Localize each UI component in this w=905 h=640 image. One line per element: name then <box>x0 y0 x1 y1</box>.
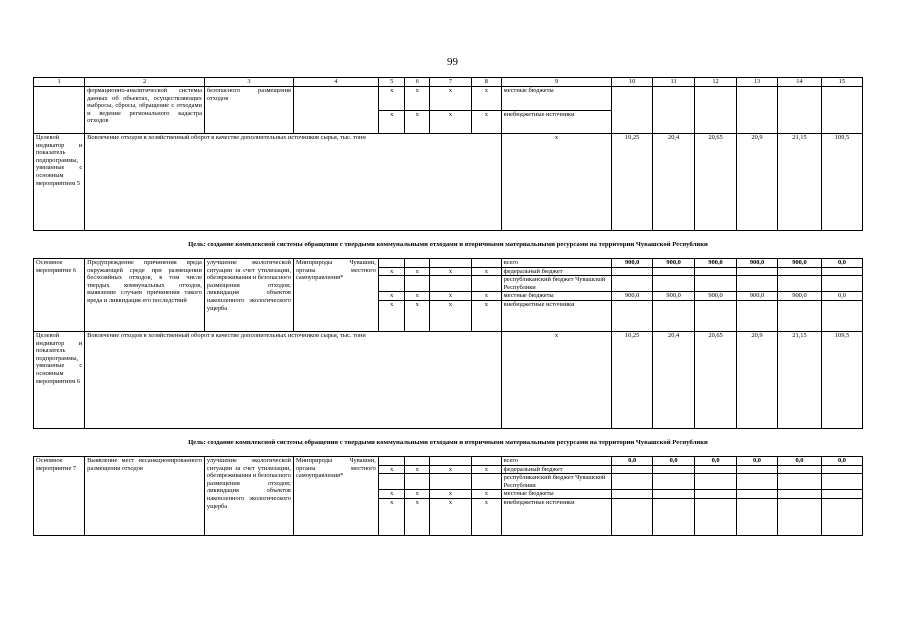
funding-value <box>737 474 778 490</box>
funding-value <box>695 490 737 499</box>
table-row <box>34 87 863 111</box>
funding-value <box>777 498 821 535</box>
funding-value: 0,0 <box>821 292 862 301</box>
x-mark <box>472 456 502 465</box>
goal-row <box>34 231 863 259</box>
funding-source: внебюджетные источники <box>501 110 612 134</box>
funding-value <box>821 465 862 474</box>
funding-value: 0,0 <box>737 456 778 465</box>
empty-cell <box>777 87 821 134</box>
target-value: 10,25 <box>612 331 653 428</box>
funding-value <box>653 276 695 292</box>
empty-cell <box>737 87 778 134</box>
funding-source: республиканский бюджет Чувашской Республики <box>501 474 612 490</box>
funding-value <box>821 300 862 331</box>
funding-value <box>653 498 695 535</box>
funding-value: 900,0 <box>777 292 821 301</box>
target-text: Вовлечение отходов в хозяйственный оборот в качестве дополнительных источников сырья, тыс. тонн <box>85 331 502 428</box>
column-number: 12 <box>695 78 737 87</box>
funding-value <box>737 465 778 474</box>
target-value: 109,5 <box>821 134 862 231</box>
x-mark: х <box>405 87 430 111</box>
funding-value <box>737 300 778 331</box>
x-mark: х <box>501 331 612 428</box>
funding-source: всего <box>501 259 612 268</box>
column-number: 7 <box>430 78 472 87</box>
x-mark: х <box>405 110 430 134</box>
funding-source: местные бюджеты <box>501 490 612 499</box>
funding-value: 900,0 <box>612 292 653 301</box>
x-mark: х <box>405 465 430 474</box>
funding-value: 0,0 <box>777 456 821 465</box>
funding-value: 900,0 <box>653 292 695 301</box>
funding-value <box>821 474 862 490</box>
funding-source: всего <box>501 456 612 465</box>
x-mark: х <box>430 292 472 301</box>
x-mark: х <box>378 292 405 301</box>
goal-text: Цель: создание комплексной системы обращения с твердыми коммунальными отходами и вторичными материальными ресурсами на территории Чувашской Республики <box>34 231 863 259</box>
funding-value <box>821 498 862 535</box>
x-mark: х <box>430 267 472 276</box>
funding-value <box>777 474 821 490</box>
measure-text: формационно-аналитической системы данных об объектах, осуществляющих выбросы, сбросы, обращение с отходами и ведение регионального кадастра отходов <box>85 87 205 134</box>
x-mark <box>378 456 405 465</box>
table-row <box>34 259 863 268</box>
x-mark: х <box>378 490 405 499</box>
funding-value <box>695 498 737 535</box>
funding-value <box>821 490 862 499</box>
x-mark: х <box>472 465 502 474</box>
funding-value: 0,0 <box>653 456 695 465</box>
empty-cell <box>293 87 378 134</box>
funding-source: внебюджетные источники <box>501 498 612 535</box>
empty-cell <box>34 87 85 134</box>
x-mark: х <box>378 300 405 331</box>
goal-row <box>34 428 863 456</box>
target-row <box>34 331 863 428</box>
funding-value <box>653 474 695 490</box>
x-mark <box>472 276 502 292</box>
x-mark: х <box>472 87 502 111</box>
funding-source: федеральный бюджет <box>501 267 612 276</box>
funding-value <box>695 300 737 331</box>
column-number: 10 <box>612 78 653 87</box>
x-mark: х <box>405 267 430 276</box>
funding-value <box>777 490 821 499</box>
funding-value <box>737 490 778 499</box>
funding-source: местные бюджеты <box>501 87 612 111</box>
x-mark: х <box>378 267 405 276</box>
column-number: 1 <box>34 78 85 87</box>
x-mark: х <box>378 498 405 535</box>
x-mark: х <box>430 110 472 134</box>
funding-value <box>612 490 653 499</box>
funding-value: 0,0 <box>821 259 862 268</box>
funding-value <box>777 465 821 474</box>
column-number: 9 <box>501 78 612 87</box>
x-mark: х <box>472 498 502 535</box>
x-mark: х <box>405 300 430 331</box>
funding-value: 900,0 <box>737 259 778 268</box>
funding-value <box>653 465 695 474</box>
funding-value <box>777 300 821 331</box>
x-mark <box>378 259 405 268</box>
x-mark <box>378 474 405 490</box>
executor-text: Минприроды Чувашии, органы местного самоуправления* <box>293 259 378 332</box>
empty-cell <box>612 87 653 134</box>
funding-value <box>612 465 653 474</box>
empty-cell <box>821 87 862 134</box>
funding-value <box>695 276 737 292</box>
target-value: 20,65 <box>695 134 737 231</box>
target-value: 21,15 <box>777 331 821 428</box>
funding-value <box>612 276 653 292</box>
executor-text: Минприроды Чувашии, органы местного самоуправления* <box>293 456 378 535</box>
funding-value <box>737 267 778 276</box>
target-row <box>34 134 863 231</box>
column-number: 2 <box>85 78 205 87</box>
x-mark: х <box>472 490 502 499</box>
funding-value: 900,0 <box>612 259 653 268</box>
funding-value: 0,0 <box>612 456 653 465</box>
funding-value <box>612 474 653 490</box>
measure-text: Предупреждение причинения вреда окружающей среде при размещении бесхозяйных отходов, в том числе твердых коммунальных отходов, выявление случаев причинения такого вреда и ликвидация его последствий <box>85 259 205 332</box>
x-mark: х <box>430 300 472 331</box>
result-text: улучшение экологической ситуации за счет утилизации, обезвреживания и безопасного размещения отходов; ликвидация объектов накопленного экологического ущерба <box>204 456 293 535</box>
funding-value: 0,0 <box>695 456 737 465</box>
target-value: 20,4 <box>653 134 695 231</box>
funding-value <box>612 300 653 331</box>
target-value: 21,15 <box>777 134 821 231</box>
funding-value <box>737 276 778 292</box>
x-mark <box>405 456 430 465</box>
column-number: 3 <box>204 78 293 87</box>
funding-value <box>821 267 862 276</box>
x-mark: х <box>378 465 405 474</box>
funding-source: федеральный бюджет <box>501 465 612 474</box>
program-table <box>33 77 863 536</box>
x-mark: х <box>501 134 612 231</box>
target-label: Целевой индикатор и показатель подпрограммы, увязанные с основным мероприятием 5 <box>34 134 85 231</box>
x-mark <box>472 259 502 268</box>
funding-value: 900,0 <box>737 292 778 301</box>
x-mark: х <box>378 110 405 134</box>
x-mark <box>430 456 472 465</box>
target-value: 20,4 <box>653 331 695 428</box>
x-mark: х <box>472 110 502 134</box>
x-mark: х <box>430 87 472 111</box>
header-row <box>34 78 863 87</box>
target-value: 109,5 <box>821 331 862 428</box>
funding-source: республиканский бюджет Чувашской Республики <box>501 276 612 292</box>
funding-value: 900,0 <box>777 259 821 268</box>
x-mark <box>430 259 472 268</box>
measure-label: Основное мероприятие 7 <box>34 456 85 535</box>
x-mark: х <box>405 498 430 535</box>
x-mark: х <box>405 490 430 499</box>
funding-value <box>612 267 653 276</box>
funding-value: 900,0 <box>653 259 695 268</box>
result-text: улучшение экологической ситуации за счет утилизации, обезвреживания и безопасного размещения отходов; ликвидация объектов накопленного экологического ущерба <box>204 259 293 332</box>
x-mark: х <box>472 267 502 276</box>
x-mark <box>405 259 430 268</box>
funding-value <box>612 498 653 535</box>
x-mark: х <box>405 292 430 301</box>
target-value: 20,9 <box>737 331 778 428</box>
column-number: 15 <box>821 78 862 87</box>
page-number: 99 <box>447 56 458 68</box>
x-mark: х <box>378 87 405 111</box>
funding-value <box>695 465 737 474</box>
x-mark <box>378 276 405 292</box>
x-mark <box>405 474 430 490</box>
column-number: 6 <box>405 78 430 87</box>
x-mark: х <box>430 498 472 535</box>
target-label: Целевой индикатор и показатель подпрограммы, увязанные с основным мероприятием 6 <box>34 331 85 428</box>
x-mark: х <box>472 292 502 301</box>
funding-value <box>821 276 862 292</box>
result-text: безопасного размещения отходов <box>204 87 293 134</box>
target-value: 20,65 <box>695 331 737 428</box>
empty-cell <box>695 87 737 134</box>
x-mark: х <box>430 490 472 499</box>
column-number: 5 <box>378 78 405 87</box>
funding-value: 900,0 <box>695 292 737 301</box>
target-value: 20,9 <box>737 134 778 231</box>
column-number: 11 <box>653 78 695 87</box>
x-mark: х <box>472 300 502 331</box>
funding-value: 900,0 <box>695 259 737 268</box>
column-number: 8 <box>472 78 502 87</box>
funding-value <box>777 276 821 292</box>
x-mark <box>430 276 472 292</box>
target-text: Вовлечение отходов в хозяйственный оборот в качестве дополнительных источников сырья, тыс. тонн <box>85 134 502 231</box>
column-number: 4 <box>293 78 378 87</box>
funding-value <box>695 474 737 490</box>
column-number: 14 <box>777 78 821 87</box>
funding-value <box>653 300 695 331</box>
target-value: 10,25 <box>612 134 653 231</box>
funding-value <box>653 490 695 499</box>
funding-source: местные бюджеты <box>501 292 612 301</box>
measure-text: Выявление мест несанкционированного размещения отходов <box>85 456 205 535</box>
column-number: 13 <box>737 78 778 87</box>
x-mark <box>472 474 502 490</box>
funding-value <box>777 267 821 276</box>
funding-value <box>695 267 737 276</box>
x-mark <box>405 276 430 292</box>
x-mark: х <box>430 465 472 474</box>
measure-label: Основное мероприятие 6 <box>34 259 85 332</box>
goal-text: Цель: создание комплексной системы обращения с твердыми коммунальными отходами и вторичными материальными ресурсами на территории Чувашской Республики <box>34 428 863 456</box>
funding-source: внебюджетные источники <box>501 300 612 331</box>
funding-value <box>653 267 695 276</box>
table-row <box>34 456 863 465</box>
empty-cell <box>653 87 695 134</box>
funding-value <box>737 498 778 535</box>
x-mark <box>430 474 472 490</box>
funding-value: 0,0 <box>821 456 862 465</box>
